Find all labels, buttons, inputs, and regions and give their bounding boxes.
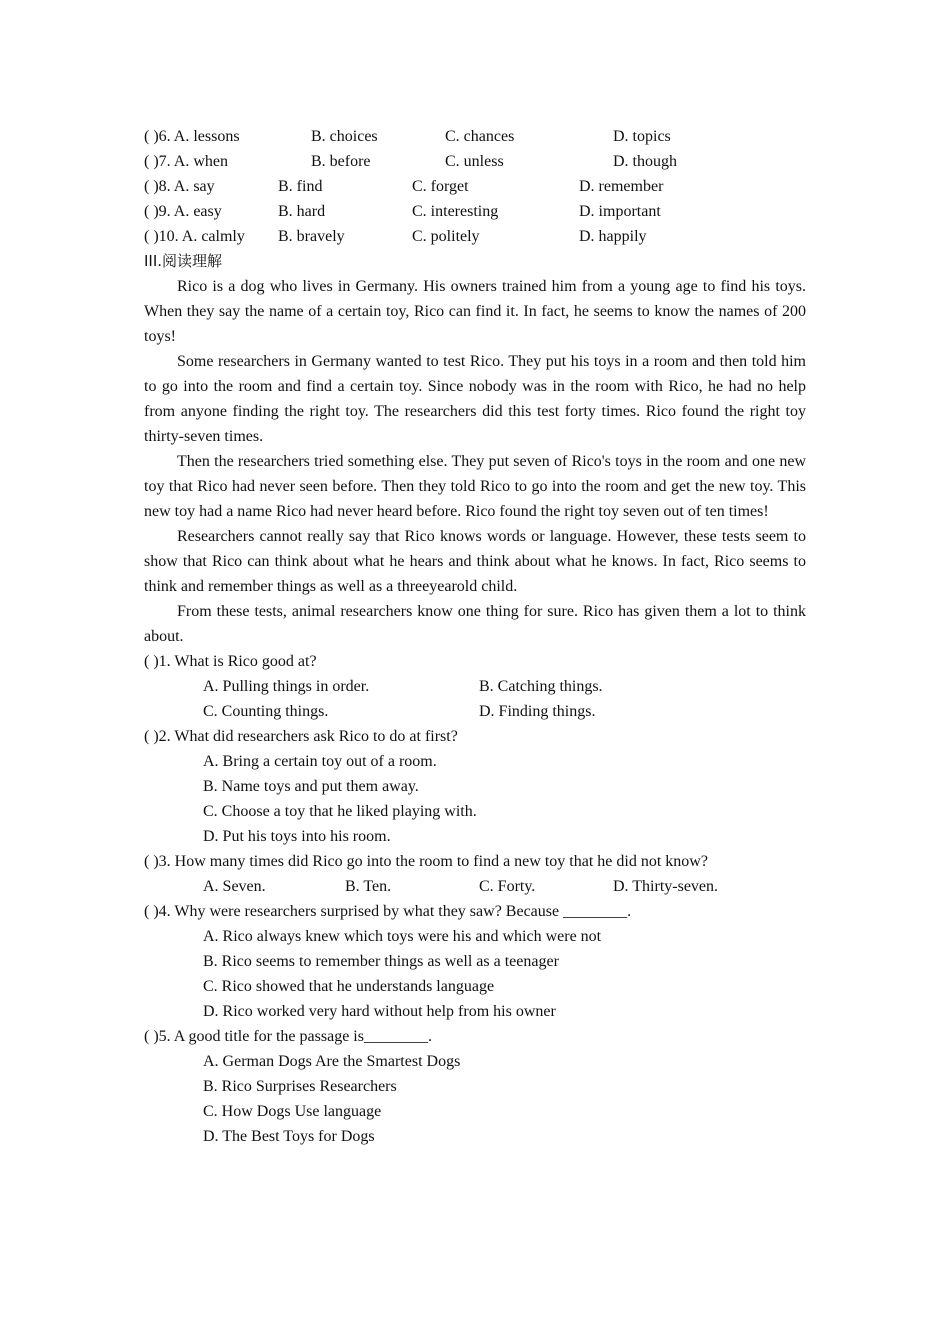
question-3-stem xyxy=(144,849,806,874)
question-4-option-c: C. Rico showed that he understands language xyxy=(203,978,495,995)
question-1-option-d: D. Finding things. xyxy=(479,703,596,720)
question-3-option-c: C. Forty. xyxy=(479,878,536,895)
cloze-7-stem: ( )7. A. when xyxy=(144,153,228,170)
question-4-option-c-row xyxy=(144,974,806,999)
passage-paragraph-5: From these tests, animal researchers know one thing for sure. Rico has given them a lot to think about. xyxy=(144,603,806,645)
question-5-option-a-row xyxy=(144,1049,806,1074)
question-3-option-b: B. Ten. xyxy=(345,878,392,895)
question-5-text: ( )5. A good title for the passage is________. xyxy=(144,1028,432,1045)
question-2-option-a-row xyxy=(144,749,806,774)
question-5-option-d: D. The Best Toys for Dogs xyxy=(203,1128,375,1145)
question-5-option-c: C. How Dogs Use language xyxy=(203,1103,382,1120)
question-5-option-a: A. German Dogs Are the Smartest Dogs xyxy=(203,1053,461,1070)
question-4-option-a: A. Rico always knew which toys were his and which were not xyxy=(203,928,602,945)
question-2-option-d-row xyxy=(144,824,806,849)
cloze-8-option-c: C. forget xyxy=(412,178,469,195)
question-3-option-d: D. Thirty-seven. xyxy=(613,878,719,895)
worksheet-page xyxy=(144,124,806,1149)
cloze-question-7 xyxy=(144,149,806,174)
passage-paragraph-4: Researchers cannot really say that Rico knows words or language. However, these tests seem to show that Rico can think about what he hears and think about what he knows. In fact, Rico seems to think and remember things as well as a threeyearold child. xyxy=(144,528,806,595)
cloze-9-option-c: C. interesting xyxy=(412,203,499,220)
question-1-text: ( )1. What is Rico good at? xyxy=(144,653,317,670)
question-5-stem xyxy=(144,1024,806,1049)
cloze-6-stem: ( )6. A. lessons xyxy=(144,128,240,145)
cloze-8-option-d: D. remember xyxy=(579,178,664,195)
cloze-10-stem: ( )10. A. calmly xyxy=(144,228,245,245)
cloze-9-option-b: B. hard xyxy=(278,203,326,220)
section-heading-reading xyxy=(144,249,806,274)
question-1-options-row-1 xyxy=(144,674,806,699)
question-5-option-b-row xyxy=(144,1074,806,1099)
cloze-10-option-d: D. happily xyxy=(579,228,647,245)
cloze-question-8 xyxy=(144,174,806,199)
question-1-option-b: B. Catching things. xyxy=(479,678,603,695)
question-5-option-d-row xyxy=(144,1124,806,1149)
question-3-text: ( )3. How many times did Rico go into the room to find a new toy that he did not know? xyxy=(144,853,708,870)
cloze-6-option-d: D. topics xyxy=(613,128,671,145)
cloze-8-stem: ( )8. A. say xyxy=(144,178,215,195)
cloze-9-stem: ( )9. A. easy xyxy=(144,203,222,220)
cloze-7-option-c: C. unless xyxy=(445,153,504,170)
cloze-question-9 xyxy=(144,199,806,224)
passage-paragraph-2: Some researchers in Germany wanted to test Rico. They put his toys in a room and then told him to go into the room and find a certain toy. Since nobody was in the room with Rico, he had no help from anyone finding the right toy. The researchers did this test forty times. Rico found the right toy thirty-seven times. xyxy=(144,353,806,445)
question-5-option-c-row xyxy=(144,1099,806,1124)
question-2-option-b: B. Name toys and put them away. xyxy=(203,778,419,795)
question-2-option-c-row xyxy=(144,799,806,824)
question-4-stem xyxy=(144,899,806,924)
question-1-option-c: C. Counting things. xyxy=(203,703,329,720)
question-2-option-c: C. Choose a toy that he liked playing with. xyxy=(203,803,477,820)
question-4-option-d: D. Rico worked very hard without help from his owner xyxy=(203,1003,556,1020)
cloze-7-option-d: D. though xyxy=(613,153,677,170)
cloze-6-option-c: C. chances xyxy=(445,128,515,145)
cloze-6-option-b: B. choices xyxy=(311,128,378,145)
passage-paragraph-3: Then the researchers tried something else. They put seven of Rico's toys in the room and one new toy that Rico had never seen before. Then they told Rico to go into the room and get the new toy. This new toy had a name Rico had never heard before. Rico found the right toy seven out of ten times! xyxy=(144,453,806,520)
question-1-option-a: A. Pulling things in order. xyxy=(203,678,370,695)
section-heading-text: III.阅读理解 xyxy=(144,252,223,270)
cloze-question-10 xyxy=(144,224,806,249)
question-5-option-b: B. Rico Surprises Researchers xyxy=(203,1078,397,1095)
cloze-9-option-d: D. important xyxy=(579,203,661,220)
question-2-option-d: D. Put his toys into his room. xyxy=(203,828,391,845)
question-3-option-a: A. Seven. xyxy=(203,878,266,895)
question-4-text: ( )4. Why were researchers surprised by what they saw? Because ________. xyxy=(144,903,632,920)
question-2-text: ( )2. What did researchers ask Rico to do at first? xyxy=(144,728,458,745)
question-4-option-b-row xyxy=(144,949,806,974)
cloze-10-option-c: C. politely xyxy=(412,228,480,245)
question-2-option-a: A. Bring a certain toy out of a room. xyxy=(203,753,437,770)
question-4-option-a-row xyxy=(144,924,806,949)
passage-paragraph-1: Rico is a dog who lives in Germany. His owners trained him from a young age to find his toys. When they say the name of a certain toy, Rico can find it. In fact, he seems to know the names of 200 toys! xyxy=(144,278,806,345)
cloze-8-option-b: B. find xyxy=(278,178,323,195)
question-1-stem xyxy=(144,649,806,674)
question-4-option-b: B. Rico seems to remember things as well as a teenager xyxy=(203,953,559,970)
question-2-stem xyxy=(144,724,806,749)
question-3-options-row xyxy=(144,874,806,899)
question-2-option-b-row xyxy=(144,774,806,799)
question-1-options-row-2 xyxy=(144,699,806,724)
cloze-question-6 xyxy=(144,124,806,149)
cloze-10-option-b: B. bravely xyxy=(278,228,345,245)
cloze-7-option-b: B. before xyxy=(311,153,371,170)
question-4-option-d-row xyxy=(144,999,806,1024)
